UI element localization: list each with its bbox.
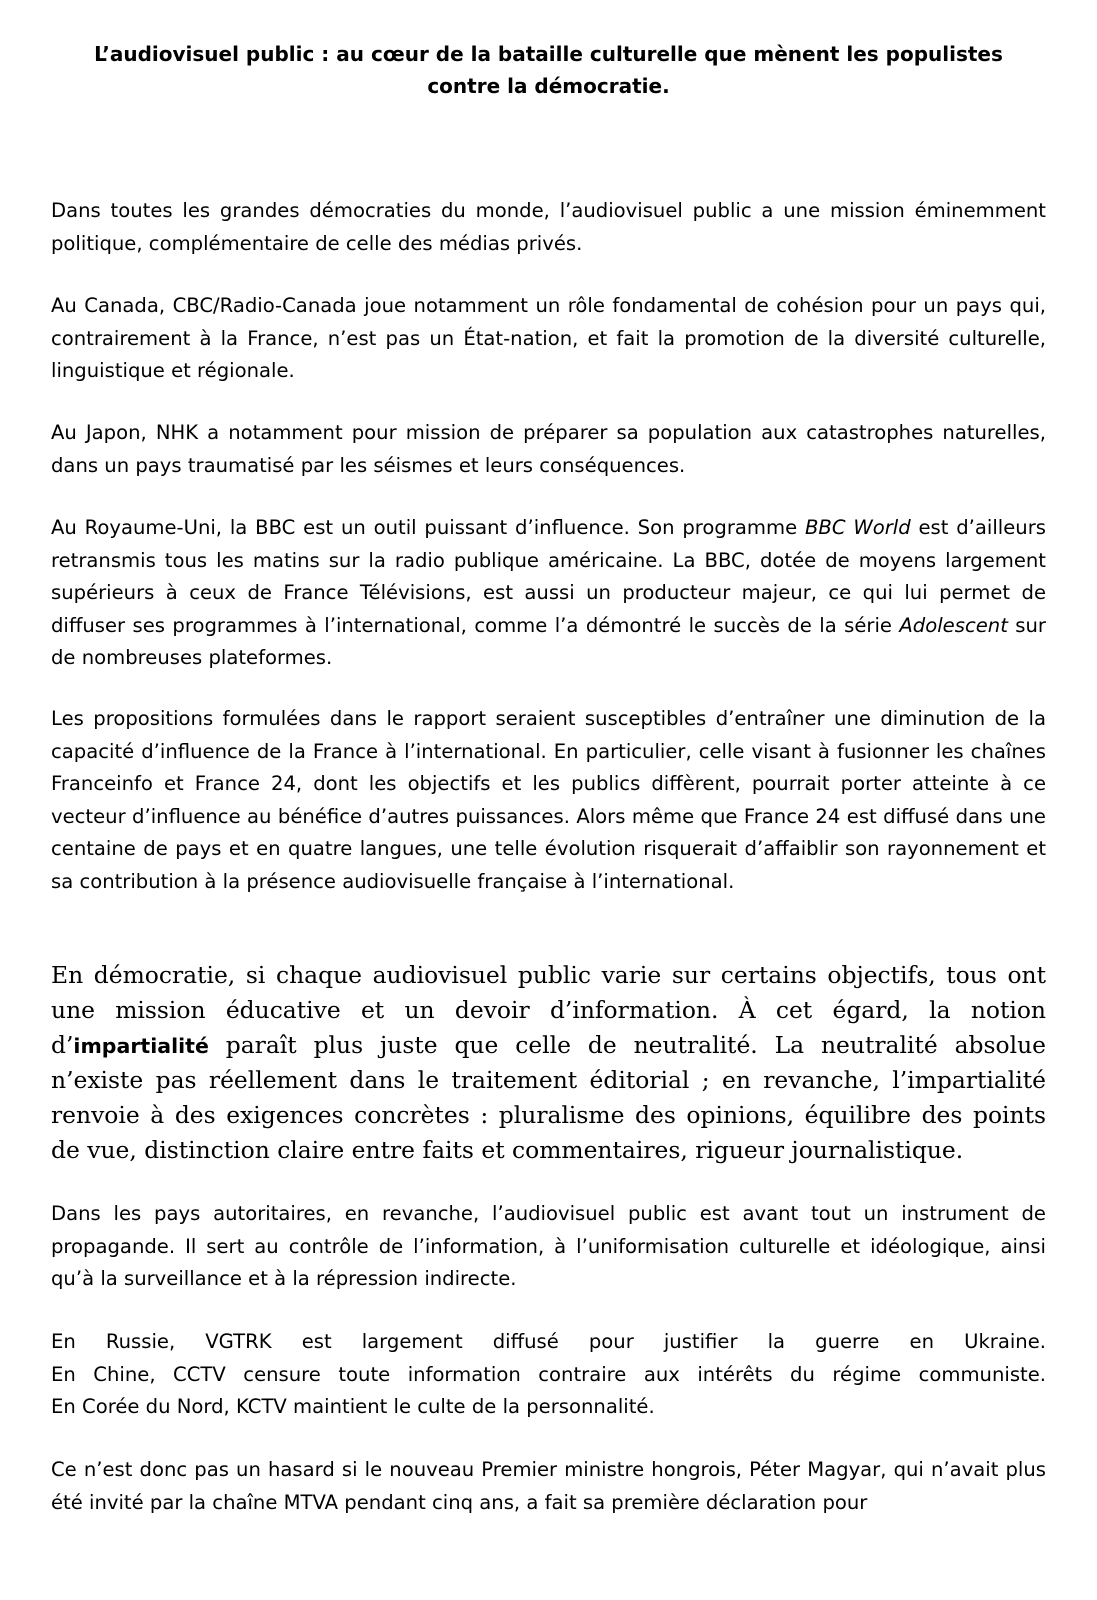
example-russia: En Russie, VGTRK est largement diffusé pour justifier la guerre en Ukraine. <box>51 1330 1046 1353</box>
paragraph-canada: Au Canada, CBC/Radio-Canada joue notamment un rôle fondamental de cohésion pour un pays qui, contrairement à la France, n’est pas un État-nation, et fait la promotion de la diversité culturelle, linguistique et régionale. <box>51 294 1046 382</box>
paragraph-uk <box>51 512 1046 675</box>
paragraph-uk-text-1: Au Royaume-Uni, la BBC est un outil puissant d’influence. Son programme <box>51 516 805 539</box>
paragraph-proposals: Les propositions formulées dans le rapport seraient susceptibles d’entraîner une diminution de la capacité d’influence de la France à l’international. En particulier, celle visant à fusionner les chaînes Franceinfo et France 24, dont les objectifs et les publics diffèrent, pourrait porter atteinte à ce vecteur d’influence au bénéfice d’autres puissances. Alors même que France 24 est diffusé dans une centaine de pays et en quatre langues, une telle évolution risquerait d’affaiblir son rayonnement et sa contribution à la présence audiovisuelle française à l’international. <box>51 707 1046 893</box>
paragraph-examples <box>51 1326 1046 1424</box>
example-north-korea: En Corée du Nord, KCTV maintient le culte de la personnalité. <box>51 1395 655 1418</box>
paragraph-uk-text-2: est d’ailleurs retransmis tous les matins sur la radio publique américaine. La BBC, dotée de moyens largement supérieurs à ceux de France Télévisions, est aussi un producteur majeur, ce qui lui permet de diffuser ses programmes à l’international, comme l’a démontré le succès de la série <box>51 516 1046 637</box>
series-name-adolescent: Adolescent <box>899 613 1008 637</box>
impartiality-term: impartialité <box>73 1033 209 1058</box>
paragraph-impartiality-text-1: En démocratie, si chaque audiovisuel public varie sur certains objectifs, tous ont une mission éducative et un devoir d’information. À cet égard, la notion d’ <box>51 961 1046 1059</box>
paragraph-hungary: Ce n’est donc pas un hasard si le nouveau Premier ministre hongrois, Péter Magyar, qui n’avait plus été invité par la chaîne MTVA pendant cinq ans, a fait sa première déclaration pour <box>51 1458 1046 1514</box>
document-title: L’audiovisuel public : au cœur de la bataille culturelle que mènent les populistes contre la démocratie. <box>94 42 1003 98</box>
example-china: En Chine, CCTV censure toute information contraire aux intérêts du régime communiste. <box>51 1362 1046 1386</box>
program-name-bbc-world: BBC World <box>804 516 911 539</box>
paragraph-impartiality <box>51 958 1046 1168</box>
paragraph-authoritarian: Dans les pays autoritaires, en revanche, l’audiovisuel public est avant tout un instrument de propagande. Il sert au contrôle de l’information, à l’uniformisation culturelle et idéologique, ainsi qu’à la surveillance et à la répression indirecte. <box>51 1202 1046 1290</box>
paragraph-japan: Au Japon, NHK a notamment pour mission de préparer sa population aux catastrophes naturelles, dans un pays traumatisé par les séismes et leurs conséquences. <box>51 421 1046 477</box>
paragraph-intro: Dans toutes les grandes démocraties du monde, l’audiovisuel public a une mission éminemment politique, complémentaire de celle des médias privés. <box>51 199 1046 255</box>
paragraph-impartiality-text-2: paraît plus juste que celle de neutralité. La neutralité absolue n’existe pas réellement dans le traitement éditorial ; en revanche, l’impartialité renvoie à des exigences concrètes : pluralisme des opinions, équilibre des points de vue, distinction claire entre faits et commentaires, rigueur journalistique. <box>51 1030 1046 1164</box>
paragraph-uk-text-3: sur de nombreuses plateformes. <box>51 613 1046 669</box>
